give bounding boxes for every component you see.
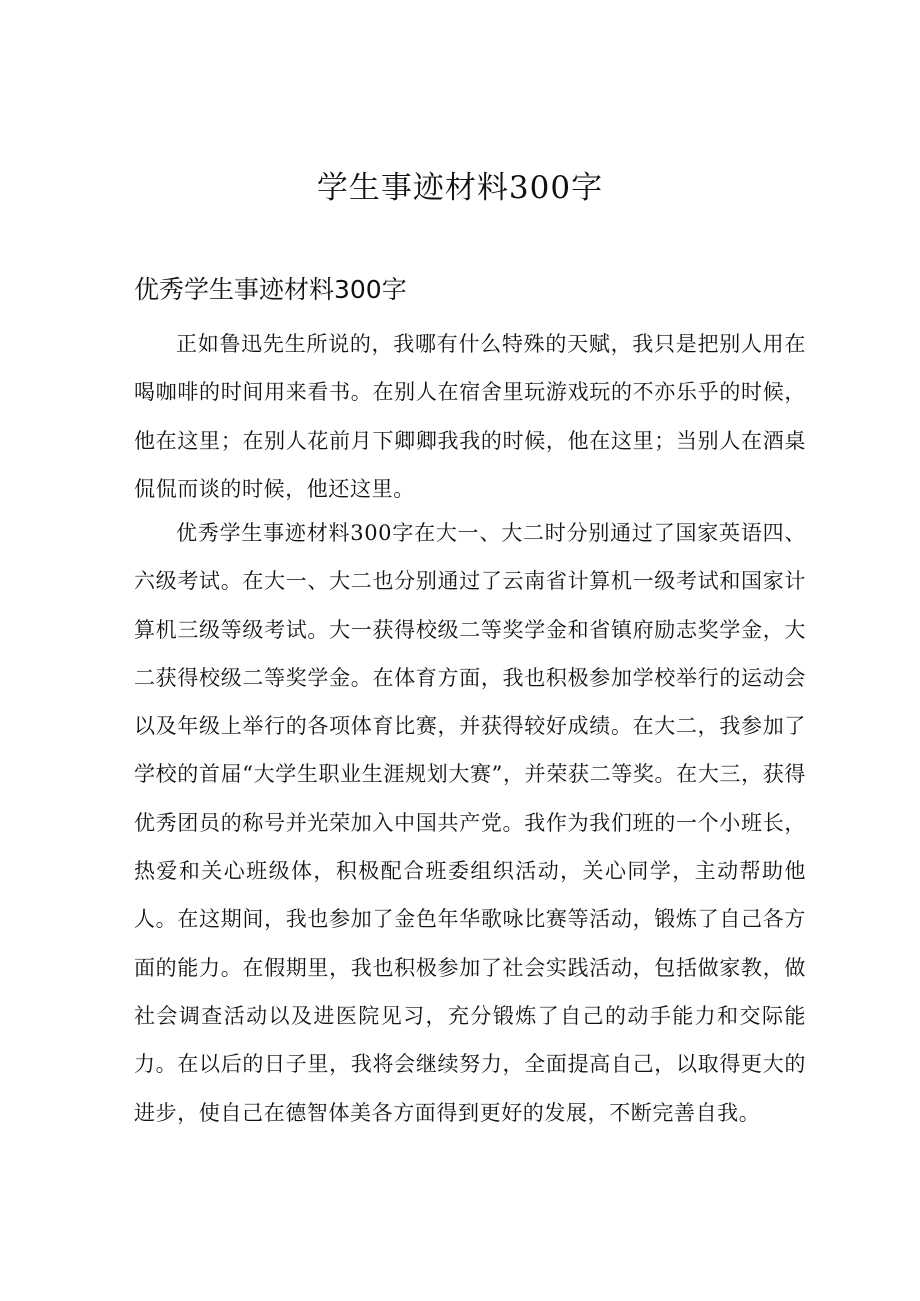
body-paragraph-2: 优秀学生事迹材料300字在大一、大二时分别通过了国家英语四、六级考试。在大一、大二也分别通过了云南省计算机一级考试和国家计算机三级等级考试。大一获得校级二等奖学金和省镇府励志奖学金，大二获得校级二等奖学金。在体育方面，我也积极参加学校举行的运动会以及年级上举行的各项体育比赛，并获得较好成绩。在大二，我参加了学校的首届“大学生职业生涯规划大赛”，并荣获二等奖。在大三，获得优秀团员的称号并光荣加入中国共产党。我作为我们班的一个小班长，热爱和关心班级体，积极配合班委组织活动，关心同学，主动帮助他人。在这期间，我也参加了金色年华歌咏比赛等活动，锻炼了自己各方面的能力。在假期里，我也积极参加了社会实践活动，包括做家教，做社会调查活动以及进医院见习，充分锻炼了自己的动手能力和交际能力。在以后的日子里，我将会继续努力，全面提高自己，以取得更大的进步，使自己在德智体美各方面得到更好的发展，不断完善自我。 [134,521,806,1125]
section-heading: 优秀学生事迹材料300字 [134,275,407,304]
body-paragraph-1: 正如鲁迅先生所说的，我哪有什么特殊的天赋，我只是把别人用在喝咖啡的时间用来看书。在别人在宿舍里玩游戏玩的不亦乐乎的时候，他在这里；在别人花前月下卿卿我我的时候，他在这里；当别人在酒桌侃侃而谈的时候，他还这里。 [134,332,806,501]
document-title: 学生事迹材料300字 [316,170,604,206]
